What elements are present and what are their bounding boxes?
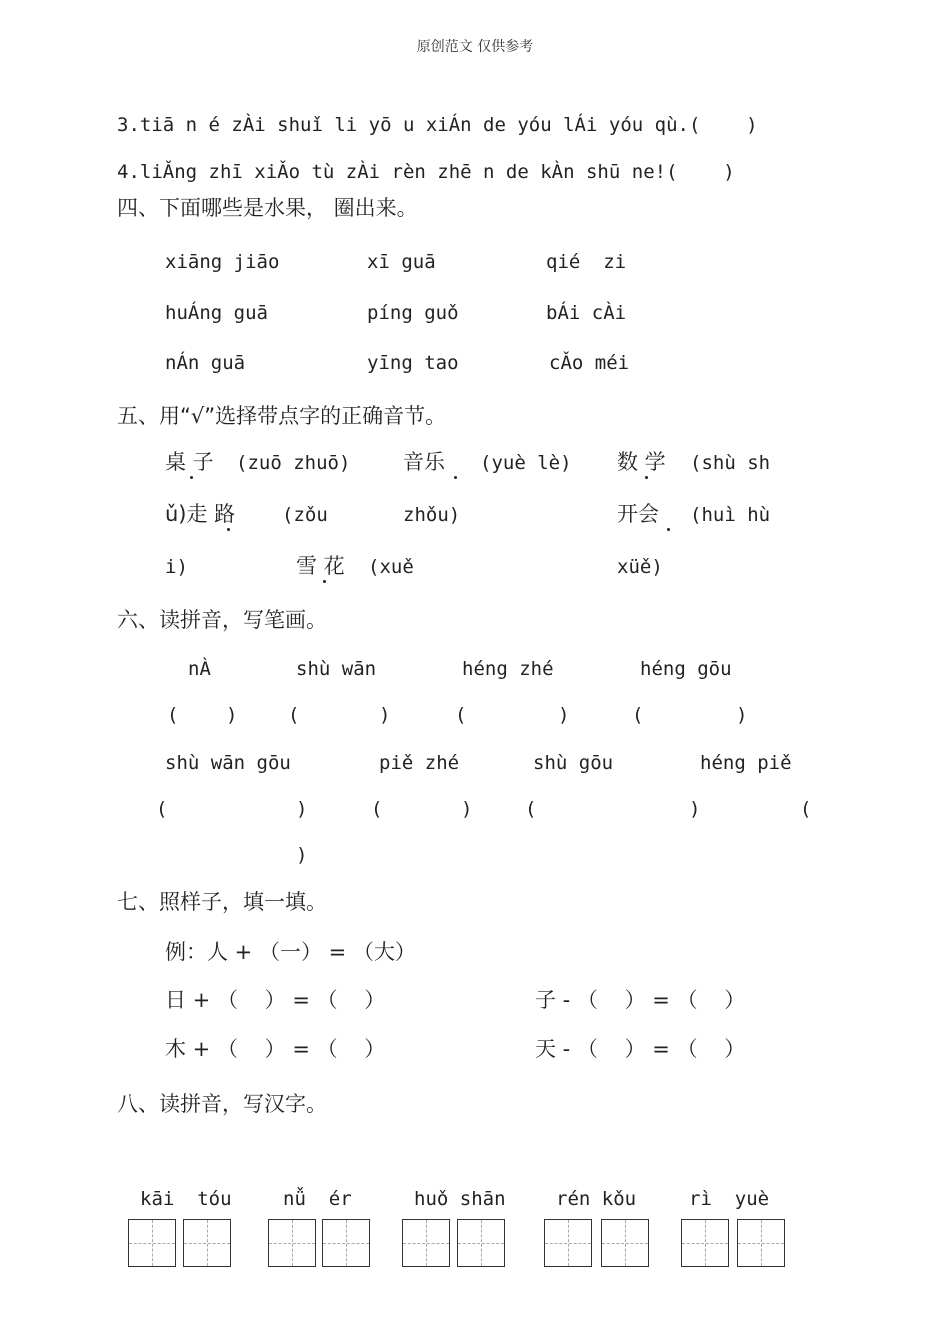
fruit-item: qié zi	[546, 251, 627, 273]
word-pinyin: nǚ ér	[283, 1188, 352, 1210]
word-yinyue: 音乐	[403, 450, 445, 474]
emphasis-dot	[323, 580, 326, 583]
page-header: 原创范文 仅供参考	[416, 39, 534, 55]
stroke-pinyin: shù wān	[296, 658, 377, 680]
writing-box[interactable]	[681, 1219, 729, 1267]
writing-box[interactable]	[402, 1219, 450, 1267]
fruit-item: bÁi cÀi	[546, 302, 627, 324]
writing-box[interactable]	[268, 1219, 316, 1267]
answer-paren-open: (	[288, 704, 300, 726]
writing-box[interactable]	[128, 1219, 176, 1267]
stroke-pinyin: piě zhé	[379, 752, 460, 774]
fruit-item: huÁng guā	[165, 302, 268, 324]
word-zoulu: ǔ)走 路	[165, 502, 236, 526]
stroke-pinyin: héng gōu	[640, 658, 732, 680]
stroke-pinyin: shù gōu	[533, 752, 614, 774]
options-zhou: zhǒu)	[403, 504, 461, 526]
options-xue: (xuě	[368, 556, 414, 578]
answer-paren-close: )	[226, 704, 238, 726]
answer-paren-open: (	[167, 704, 179, 726]
stroke-pinyin: héng zhé	[462, 658, 554, 680]
options-yue: (yuè lè)	[480, 452, 572, 474]
word-shuxue: 数 学	[617, 450, 666, 474]
word-kaihui: 开会	[617, 502, 659, 526]
answer-paren-close: )	[379, 704, 391, 726]
answer-paren-close: )	[558, 704, 570, 726]
word-pinyin: huǒ shān	[414, 1188, 506, 1210]
writing-box[interactable]	[737, 1219, 785, 1267]
question-3: 3.tiā n é zÀi shuǐ li yō u xiÁn de yóu lÁi yóu qù.( )	[117, 114, 758, 136]
writing-box[interactable]	[322, 1219, 370, 1267]
emphasis-dot	[645, 476, 648, 479]
word-xuehua: 雪 花	[296, 554, 345, 578]
answer-paren-open: (	[455, 704, 467, 726]
stroke-pinyin: nÀ	[188, 658, 211, 680]
section-7-title: 七、照样子，填一填。	[117, 890, 327, 914]
fruit-item: xiāng jiāo	[165, 251, 280, 273]
emphasis-dot	[190, 476, 193, 479]
fruit-item: nÁn guā	[165, 352, 246, 374]
options-shu: (shù sh	[690, 452, 771, 474]
word-pinyin: rì yuè	[689, 1188, 770, 1210]
word-zhuozi: 桌 子	[165, 450, 214, 474]
answer-paren-open: (	[800, 798, 812, 820]
stroke-pinyin: héng piě	[700, 752, 792, 774]
writing-box[interactable]	[544, 1219, 592, 1267]
answer-paren-close: )	[689, 798, 701, 820]
options-zhuo: (zuō zhuō)	[236, 452, 351, 474]
equation: 子 - （ ） = （ ）	[535, 988, 746, 1012]
example-equation: 例：人 + （一） = （大）	[165, 940, 416, 964]
answer-paren-open: (	[371, 798, 383, 820]
writing-box[interactable]	[183, 1219, 231, 1267]
options-hui: (huì hù	[690, 504, 771, 526]
section-4-title: 四、下面哪些是水果， 圈出来。	[117, 196, 418, 220]
fruit-item: cǍo méi	[549, 352, 630, 374]
fruit-item: píng guǒ	[367, 302, 459, 324]
word-pinyin: kāi tóu	[140, 1188, 232, 1210]
question-4: 4.liǍng zhī xiǍo tù zÀi rèn zhē n de kÀn shū ne!( )	[117, 161, 735, 183]
answer-paren-open: (	[156, 798, 168, 820]
section-6-title: 六、读拼音，写笔画。	[117, 608, 327, 632]
equation: 天 - （ ） = （ ）	[535, 1037, 746, 1061]
answer-paren-open: (	[525, 798, 537, 820]
equation: 日 + （ ） = （ ）	[165, 988, 386, 1012]
options-hui-cont: i)	[165, 556, 188, 578]
options-xue-2: xüě)	[617, 556, 663, 578]
answer-paren-close: )	[296, 844, 308, 866]
answer-paren-open: (	[632, 704, 644, 726]
answer-paren-close: )	[736, 704, 748, 726]
stroke-pinyin: shù wān gōu	[165, 752, 291, 774]
writing-box[interactable]	[601, 1219, 649, 1267]
section-8-title: 八、读拼音，写汉字。	[117, 1092, 327, 1116]
answer-paren-close: )	[296, 798, 308, 820]
word-pinyin: rén kǒu	[556, 1188, 637, 1210]
emphasis-dot	[227, 528, 230, 531]
emphasis-dot	[667, 528, 670, 531]
emphasis-dot	[454, 476, 457, 479]
fruit-item: xī guā	[367, 251, 436, 273]
options-zou: (zǒu	[282, 504, 328, 526]
answer-paren-close: )	[461, 798, 473, 820]
section-5-title: 五、用“√”选择带点字的正确音节。	[117, 404, 447, 428]
equation: 木 + （ ） = （ ）	[165, 1037, 386, 1061]
writing-box[interactable]	[457, 1219, 505, 1267]
fruit-item: yīng tao	[367, 352, 459, 374]
